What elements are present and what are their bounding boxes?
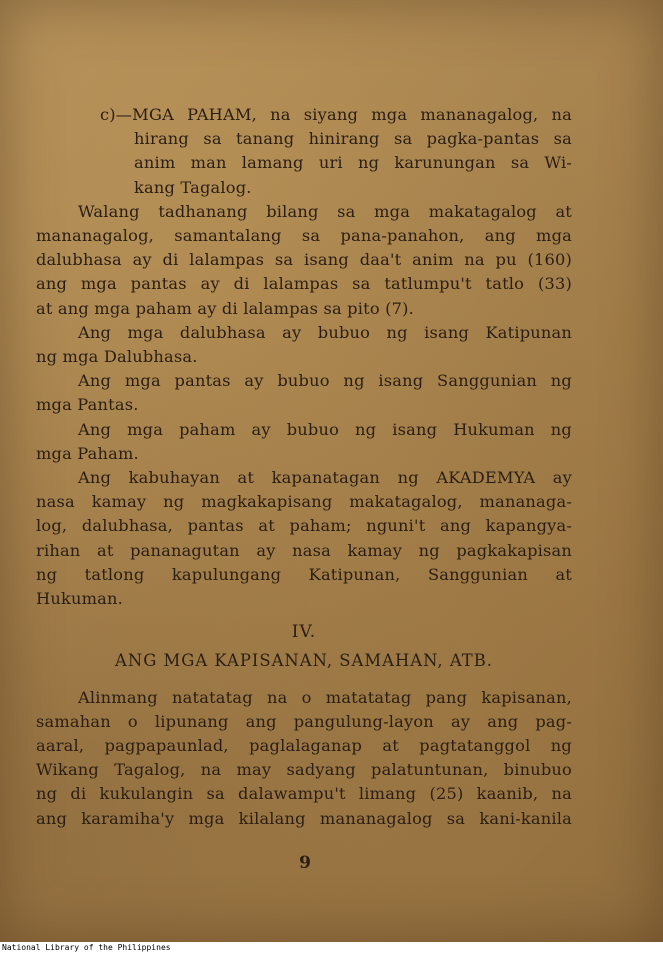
section-c-line: c)—MGA PAHAM, na siyang mga mananagalog, na bbox=[100, 105, 572, 124]
paragraph-line: ng tatlong kapulungang Katipunan, Sanggunian at bbox=[36, 564, 572, 584]
section-c bbox=[36, 103, 572, 200]
paragraph-katipunan bbox=[36, 321, 572, 369]
paragraph-line: Hukuman. bbox=[36, 589, 123, 609]
page-body bbox=[36, 103, 572, 831]
paragraph-line: ng di kukulangin sa dalawampu't limang (25) kaanib, na bbox=[36, 784, 572, 804]
paragraph-line: at ang mga paham ay di lalampas sa pito (7). bbox=[36, 298, 414, 318]
paragraph-line: Ang mga dalubhasa ay bubuo ng isang Katipunan bbox=[78, 322, 572, 342]
paragraph-line: Ang mga pantas ay bubuo ng isang Sanggunian ng bbox=[78, 371, 572, 391]
page-number: 9 bbox=[299, 853, 311, 873]
paragraph-line: Walang tadhanang bilang sa mga makatagalog at bbox=[78, 201, 572, 221]
paragraph-line: Wikang Tagalog, na may sadyang palatuntunan, binubuo bbox=[36, 760, 572, 780]
paragraph-line: mga Pantas. bbox=[36, 395, 139, 415]
section-c-line: hirang sa tanang hinirang sa pagka-pantas sa bbox=[134, 129, 572, 149]
paragraph-hukuman bbox=[36, 418, 572, 466]
paragraph-kapisanan bbox=[36, 686, 572, 831]
section-c-line: anim man lamang uri ng karunungan sa Wi- bbox=[134, 153, 572, 173]
paragraph-line: mga Paham. bbox=[36, 443, 139, 463]
paragraph-line: dalubhasa ay di lalampas sa isang daa't anim na pu (160) bbox=[36, 250, 572, 270]
paragraph-line: samahan o lipunang ang pangulung-layon ay ang pag- bbox=[36, 711, 572, 731]
paragraph-line: rihan at pananagutan ay nasa kamay ng pagkakapisan bbox=[36, 540, 572, 560]
section-numeral: IV. bbox=[291, 622, 317, 643]
paragraph-line: Alinmang natatatag na o matatatag pang kapisanan, bbox=[78, 687, 572, 707]
paragraph-line: Ang mga paham ay bubuo ng isang Hukuman ng bbox=[78, 419, 572, 439]
paragraph-line: ang mga pantas ay di lalampas sa tatlumpu't tatlo (33) bbox=[36, 274, 572, 294]
paragraph-line: ang karamiha'y mga kilalang mananagalog sa kani-kanila bbox=[36, 808, 572, 828]
section-title: ANG MGA KAPISANAN, SAMAHAN, ATB. bbox=[115, 651, 493, 671]
paragraph-line: Ang kabuhayan at kapanatagan ng AKADEMYA ay bbox=[78, 468, 572, 488]
paragraph-line: nasa kamay ng magkakapisang makatagalog, mananaga- bbox=[36, 492, 572, 512]
paragraph-line: aaral, pagpapaunlad, paglalaganap at pagtatanggol ng bbox=[36, 736, 572, 756]
library-footer: National Library of the Philippines bbox=[2, 943, 171, 952]
paragraph-akademya bbox=[36, 466, 572, 611]
section-c-line: kang Tagalog. bbox=[134, 177, 252, 197]
paragraph-line: log, dalubhasa, pantas at paham; nguni't ang kapangya- bbox=[36, 516, 572, 536]
paragraph-sanggunian bbox=[36, 369, 572, 417]
paragraph-line: ng mga Dalubhasa. bbox=[36, 347, 198, 367]
paragraph-line: mananagalog, samantalang sa pana-panahon, ang mga bbox=[36, 226, 572, 246]
paragraph-limits bbox=[36, 200, 572, 321]
